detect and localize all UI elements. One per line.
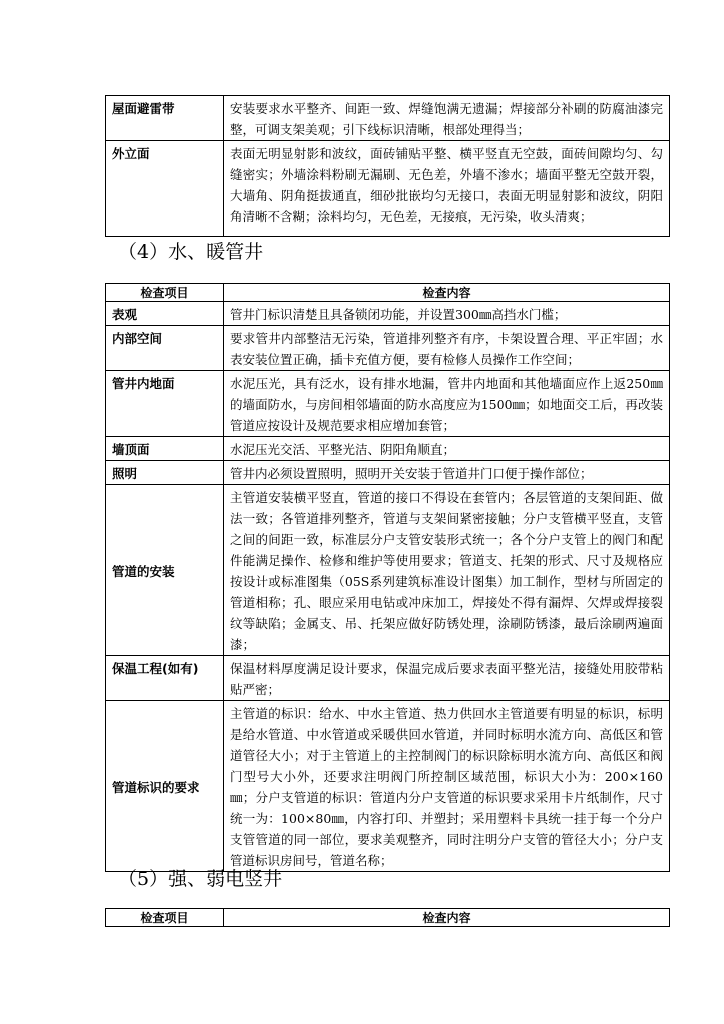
row-label: 墙顶面 <box>106 437 224 461</box>
table-row <box>106 701 670 872</box>
row-content: 表面无明显射影和波纹，面砖铺贴平整、横平竖直无空鼓，面砖间隙均匀、勾缝密实；外墙涂料粉刷无漏刷、无色差，外墙不渗水；墙面平整无空鼓开裂，大墙角、阴角挺拔通直，细砂批嵌均匀无接口，表面无明显射影和波纹，阴阳角清晰不含糊；涂料均匀，无色差，无接痕，无污染，收头清爽； <box>224 141 670 237</box>
table-row <box>106 656 670 701</box>
section-title-electrical-shaft: （5）强、弱电竖井 <box>118 868 283 890</box>
row-label: 表观 <box>106 302 224 326</box>
table-header-row <box>106 284 670 302</box>
row-label: 管道的安装 <box>106 485 224 656</box>
row-content: 水泥压光，具有泛水，设有排水地漏，管井内地面和其他墙面应作上返250㎜的墙面防水，与房间相邻墙面的防水高度应为1500㎜；如地面交工后，再改装管道应按设计及规范要求相应增加套管； <box>224 371 670 437</box>
row-content: 管井门标识清楚且具备锁闭功能，并设置300㎜高挡水门槛； <box>224 302 670 326</box>
table-row <box>106 437 670 461</box>
table-row <box>106 141 670 237</box>
header-check-content: 检查内容 <box>224 909 670 927</box>
row-label: 屋面避雷带 <box>106 96 224 141</box>
table-row <box>106 302 670 326</box>
table-row <box>106 461 670 485</box>
header-check-item: 检查项目 <box>106 284 224 302</box>
table-electrical-shaft <box>105 908 670 927</box>
row-content: 管井内必须设置照明，照明开关安装于管道井门口便于操作部位； <box>224 461 670 485</box>
row-label: 外立面 <box>106 141 224 237</box>
row-content: 安装要求水平整齐、间距一致、焊缝饱满无遗漏；焊接部分补刷的防腐油漆完整，可调支架美观；引下线标识清晰，根部处理得当； <box>224 96 670 141</box>
table-row <box>106 326 670 371</box>
row-label: 照明 <box>106 461 224 485</box>
row-label: 内部空间 <box>106 326 224 371</box>
row-label: 管道标识的要求 <box>106 701 224 872</box>
table-row <box>106 371 670 437</box>
row-content: 主管道安装横平竖直，管道的接口不得设在套管内；各层管道的支架间距、做法一致；各管道排列整齐，管道与支架间紧密接触；分户支管横平竖直，支管之间的间距一致，标准层分户支管安装形式统一；各个分户支管上的阀门和配件能满足操作、检修和维护等使用要求；管道支、托架的形式、尺寸及规格应按设计或标准图集（05S系列建筑标准设计图集）加工制作，型材与所固定的管道相称；孔、眼应采用电钻或冲床加工，焊接处不得有漏焊、欠焊或焊接裂纹等缺陷；金属支、吊、托架应做好防锈处理，涂刷防锈漆，最后涂刷两遍面漆； <box>224 485 670 656</box>
table-row <box>106 96 670 141</box>
header-check-item: 检查项目 <box>106 909 224 927</box>
row-content: 要求管井内部整洁无污染，管道排列整齐有序，卡架设置合理、平正牢固；水表安装位置正确，插卡充值方便，要有检修人员操作工作空间； <box>224 326 670 371</box>
header-check-content: 检查内容 <box>224 284 670 302</box>
table-row <box>106 485 670 656</box>
section-title-water-heating-shaft: （4）水、暖管井 <box>118 241 264 263</box>
row-label: 管井内地面 <box>106 371 224 437</box>
row-content: 保温材料厚度满足设计要求，保温完成后要求表面平整光洁，接缝处用胶带粘贴严密； <box>224 656 670 701</box>
row-label: 保温工程(如有) <box>106 656 224 701</box>
table-water-heating-shaft <box>105 283 670 872</box>
table-header-row <box>106 909 670 927</box>
table-continuation <box>105 95 670 237</box>
row-content: 主管道的标识：给水、中水主管道、热力供回水主管道要有明显的标识，标明是给水管道、中水管道或采暖供回水管道，并同时标明水流方向、高低区和管道管径大小；对于主管道上的主控制阀门的标识除标明水流方向、高低区和阀门型号大小外，还要求注明阀门所控制区域范围，标识大小为：200×160㎜；分户支管道的标识：管道内分户支管道的标识要求采用卡片纸制作，尺寸统一为：100×80㎜，内容打印、并塑封；采用塑料卡具统一挂于每一个分户支管管道的同一部位，要求美观整齐，同时注明分户支管的管径大小；分户支管道标识房间号，管道名称； <box>224 701 670 872</box>
row-content: 水泥压光交活、平整光洁、阴阳角顺直； <box>224 437 670 461</box>
